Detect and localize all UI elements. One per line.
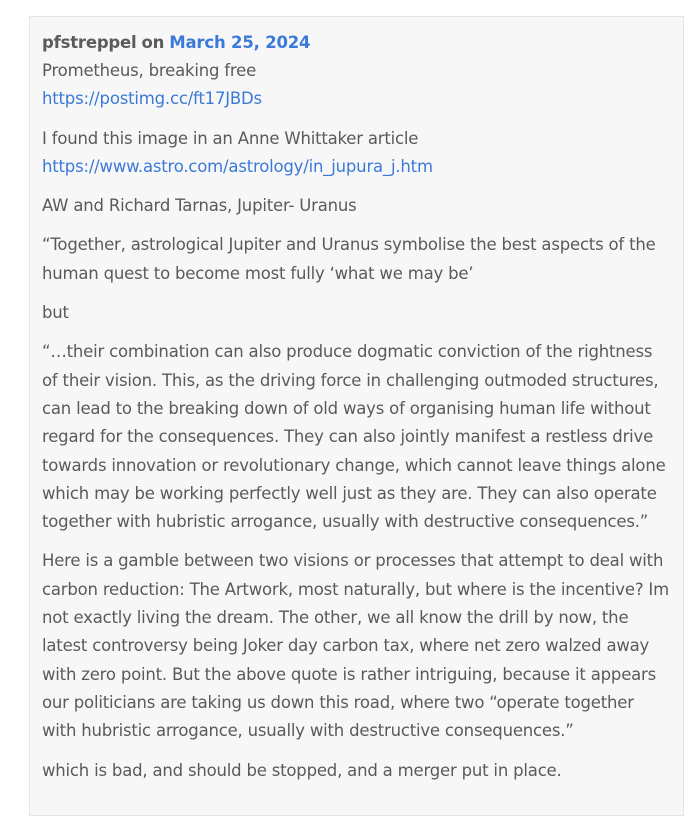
comment-title-line: Prometheus, breaking free [42,61,257,80]
comment-card [29,16,684,816]
comment-attribution: AW and Richard Tarnas, Jupiter- Uranus [42,196,357,216]
comment-paragraph-gamble: Here is a gamble between two visions or processes that attempt to deal with carbon reduction: The Artwork, most naturally, but where is the incentive? Im not exactly living the dream. The other, we all know the drill by now, the latest controversy being Joker day carbon tax, where net zero walzed away with zero point. But the above quote is rather intriguing, because it appears our politicians are taking us down this road, where two “operate together with hubristic arrogance, usually with destructive consequences.” [42,551,669,741]
comment-intro: I found this image in an Anne Whittaker article [42,128,419,148]
astro-article-link[interactable]: https://www.astro.com/astrology/in_jupura_j.htm [42,156,433,176]
comment-quote-1: “Together, astrological Jupiter and Uranus symbolise the best aspects of the human quest to become most fully ‘what we may be’ [42,235,656,283]
comment-on-word: on [141,33,165,52]
comment-meta [42,29,671,57]
comment-closing: which is bad, and should be stopped, and a merger put in place. [42,760,562,780]
comment-but: but [42,303,69,323]
comment-quote-2: “…their combination can also produce dogmatic conviction of the rightness of their vision. This, as the driving force in challenging outmoded structures, can lead to the breaking down of old ways of organising human life without regard for the consequences. They can also jointly manifest a restless drive towards innovation or revolutionary change, which cannot leave things alone which may be working perfectly well just as they are. They can also operate together with hubristic arrogance, usually with destructive consequences.” [42,342,666,532]
comment-author: pfstreppel [42,33,137,52]
postimg-link[interactable]: https://postimg.cc/ft17JBDs [42,89,262,109]
comment-date-link[interactable]: March 25, 2024 [169,33,311,52]
